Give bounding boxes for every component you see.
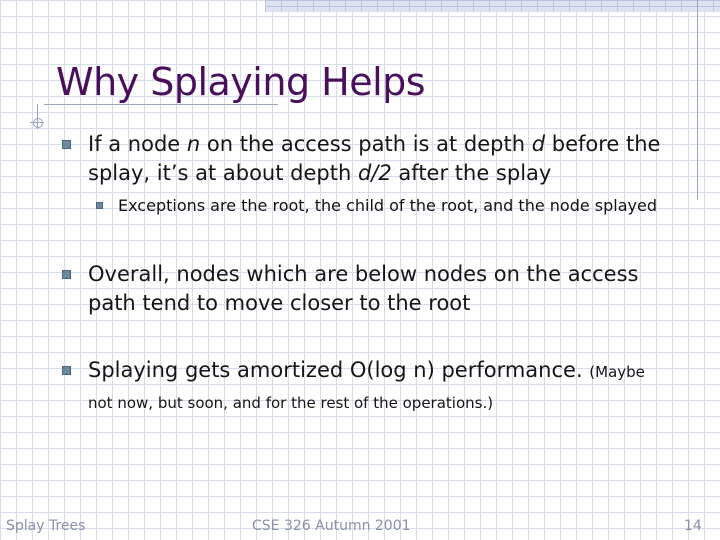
- square-bullet-icon: [62, 366, 71, 375]
- footer-course: CSE 326 Autumn 2001: [252, 518, 411, 534]
- decor-vertical-line: [697, 0, 698, 200]
- title-underline: [44, 104, 278, 105]
- bullet-amortized-note: (Maybe not now, but soon, and for the rest of the operations.): [88, 363, 645, 412]
- bullet-depth-text-1: If a node: [88, 132, 187, 156]
- bullet-depth: [62, 130, 662, 188]
- sub-bullet-exceptions-text: Exceptions are the root, the child of the root, and the node splayed: [118, 196, 657, 215]
- footer-topic: Splay Trees: [6, 518, 86, 534]
- bullet-amortized: [62, 356, 662, 418]
- sub-bullet-exceptions: [96, 194, 662, 218]
- var-n: n: [186, 132, 201, 156]
- bullet-depth-text-3: before the splay, it’s at about depth: [88, 132, 661, 185]
- bullet-depth-text-4: after the splay: [391, 161, 552, 185]
- var-d-half: d/2: [357, 161, 392, 185]
- top-decor-band: [265, 0, 720, 12]
- square-bullet-icon: [96, 202, 103, 209]
- square-bullet-icon: [62, 270, 71, 279]
- crosshair-icon: [30, 115, 44, 129]
- slide-body: [62, 130, 662, 418]
- var-d: d: [531, 132, 546, 156]
- slide-title: Why Splaying Helps: [56, 60, 426, 104]
- bullet-overall: [62, 260, 662, 318]
- bullet-amortized-text: Splaying gets amortized O(log n) performance.: [88, 358, 590, 382]
- bullet-depth-text-2: on the access path is at depth: [200, 132, 532, 156]
- page-number: 14: [684, 518, 702, 534]
- square-bullet-icon: [62, 140, 71, 149]
- bullet-overall-text: Overall, nodes which are below nodes on the access path tend to move closer to the root: [88, 262, 639, 315]
